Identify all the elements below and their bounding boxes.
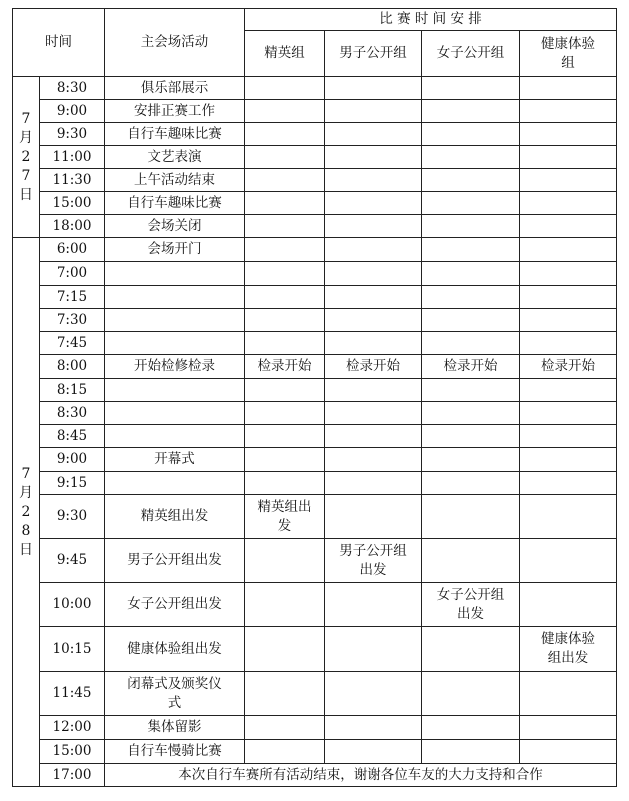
time-cell: 8:00 [40,355,105,379]
time-cell: 8:30 [40,77,105,100]
main-activity-cell: 开幕式 [105,448,245,472]
header-health: 健康体验 组 [520,31,617,77]
women-open-cell: 检录开始 [422,355,520,379]
main-activity-cell: 俱乐部展示 [105,77,245,100]
time-cell: 9:30 [40,123,105,146]
time-cell: 9:45 [40,539,105,583]
time-cell: 9:00 [40,100,105,123]
main-activity-cell: 女子公开组出发 [105,583,245,627]
main-activity-cell: 精英组出发 [105,495,245,539]
time-cell: 7:45 [40,332,105,355]
time-cell: 12:00 [40,716,105,740]
time-cell: 11:30 [40,169,105,192]
date-july-27: 7 月 2 7 日 [13,77,40,238]
header-men-open: 男子公开组 [325,31,422,77]
main-activity-cell: 自行车趣味比赛 [105,192,245,215]
closing-note: 本次自行车赛所有活动结束，谢谢各位车友的大力支持和合作 [105,764,617,787]
elite-cell: 精英组出 发 [245,495,325,539]
time-cell: 8:15 [40,379,105,402]
header-race-schedule: 比 赛 时 间 安 排 [245,9,617,31]
time-cell: 9:00 [40,448,105,472]
time-cell: 8:30 [40,402,105,425]
main-activity-cell: 开始检修检录 [105,355,245,379]
women-open-cell: 女子公开组 出发 [422,583,520,627]
header-main-activity: 主会场活动 [105,9,245,77]
time-cell: 18:00 [40,215,105,238]
time-cell: 17:00 [40,764,105,787]
time-cell: 10:00 [40,583,105,627]
main-activity-cell: 自行车慢骑比赛 [105,740,245,764]
main-activity-cell: 男子公开组出发 [105,539,245,583]
men-open-cell: 检录开始 [325,355,422,379]
time-cell: 9:15 [40,472,105,495]
time-cell: 6:00 [40,238,105,262]
health-cell: 健康体验 组出发 [520,627,617,672]
schedule-table [12,8,617,787]
main-activity-cell: 上午活动结束 [105,169,245,192]
main-activity-cell: 闭幕式及颁奖仪 式 [105,672,245,716]
health-cell: 检录开始 [520,355,617,379]
main-activity-cell: 会场关闭 [105,215,245,238]
main-activity-cell: 安排正赛工作 [105,100,245,123]
main-activity-cell: 健康体验组出发 [105,627,245,672]
time-cell: 11:45 [40,672,105,716]
header-women-open: 女子公开组 [422,31,520,77]
main-activity-cell: 文艺表演 [105,146,245,169]
main-activity-cell: 自行车趣味比赛 [105,123,245,146]
main-activity-cell: 会场开门 [105,238,245,262]
time-cell: 7:00 [40,262,105,286]
elite-cell: 检录开始 [245,355,325,379]
time-cell: 9:30 [40,495,105,539]
time-cell: 15:00 [40,192,105,215]
time-cell: 15:00 [40,740,105,764]
header-elite: 精英组 [245,31,325,77]
men-open-cell: 男子公开组 出发 [325,539,422,583]
time-cell: 10:15 [40,627,105,672]
main-activity-cell: 集体留影 [105,716,245,740]
date-july-28: 7 月 2 8 日 [13,238,40,787]
time-cell: 11:00 [40,146,105,169]
time-cell: 8:45 [40,425,105,448]
time-cell: 7:15 [40,286,105,309]
header-time: 时间 [13,9,105,77]
time-cell: 7:30 [40,309,105,332]
